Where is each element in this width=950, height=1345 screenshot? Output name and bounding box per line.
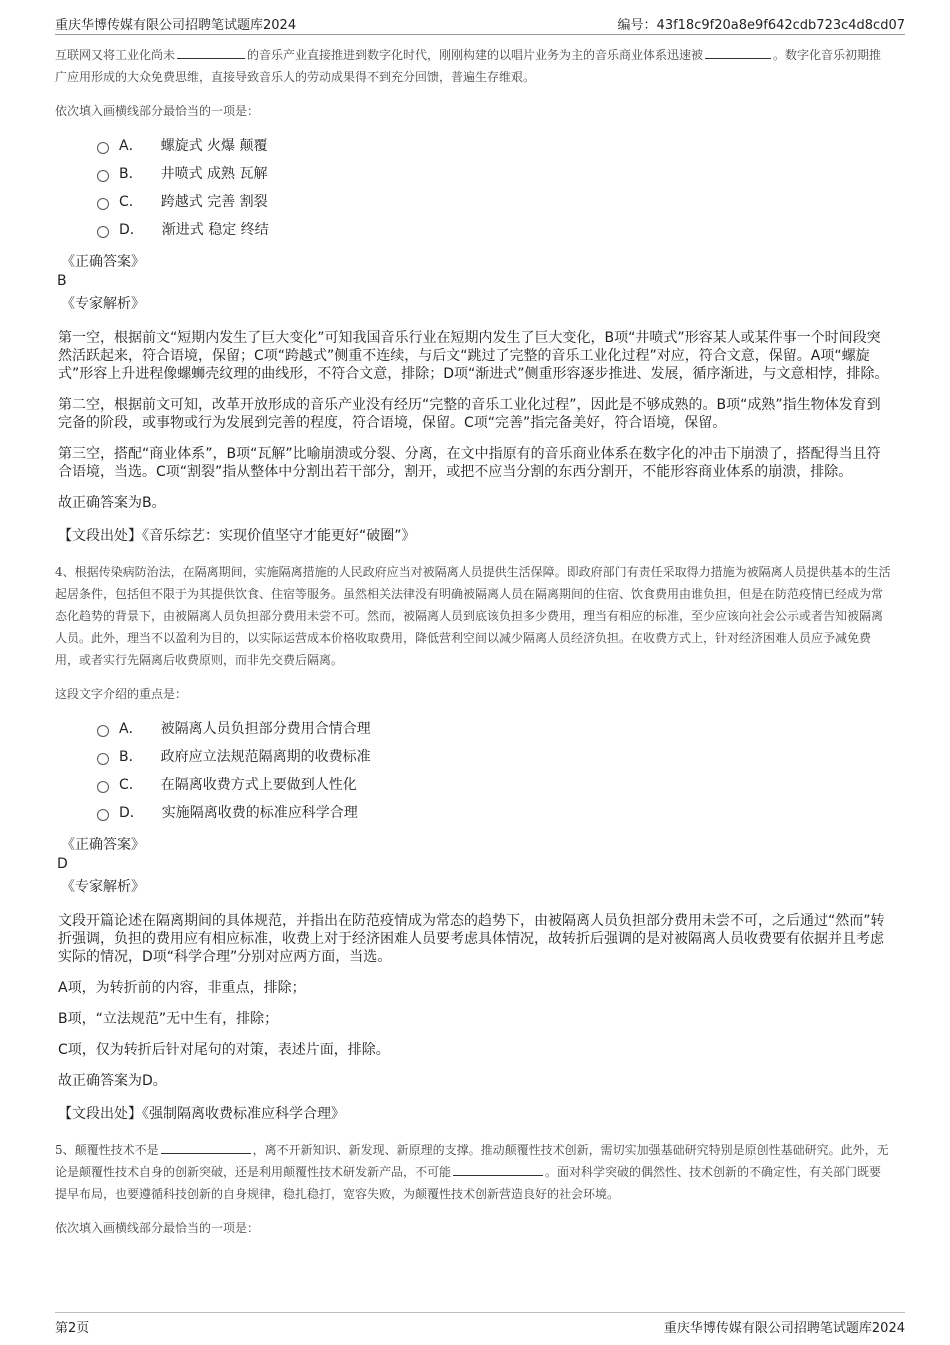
option-d[interactable]: D． 实施隔离收费的标准应科学合理 — [97, 798, 893, 826]
analysis-text: 第一空，根据前文“短期内发生了巨大变化”可知我国音乐行业在短期内发生了巨大变化，B项“井喷式”形容某人或某件事一个时间段突然活跃起来，符合语境，保留；C项“跨越式”侧重不连续，与后文“跳过了完整的音乐工业化过程”对应，符合文意，保留。A项“螺旋式”形容上升进程像螺蛳壳纹理的曲线形，不符合文意，排除；D项“渐进式”侧重形容逐步推进、发展，循序渐进，与文意相悖，排除。 第二空，根据前文可知，改革开放形成的音乐产业没有经历“完整的音乐工业化过程”，因此是不够成熟的。B项“成熟”指生物体发育到完备的阶段，或事物或行为发展到完善的程度，符合语境，保留。C项“完善”指完备美好，符合语境，保留。 第三空，搭配“商业体系”，B项“瓦解”比喻崩溃或分裂、分离，在文中指原有的音乐商业体系在数字化的冲击下崩溃了，搭配得当且符合语境，当选。C项“割裂”指从整体中分割出若干部分，割开，或把不应当分割的东西分割开，不能形容商业体系的崩溃，排除。 故正确答案为B。 — [58, 330, 889, 511]
radio-icon[interactable] — [97, 753, 109, 765]
analysis-label: 《专家解析》 — [61, 879, 145, 895]
footer-title: 重庆华博传媒有限公司招聘笔试题库2024 — [663, 1321, 905, 1336]
question-4 — [55, 561, 893, 1123]
page-header — [55, 10, 905, 35]
header-serial: 编号：43f18c9f20a8e9f642cdb723c4d8cd07 — [617, 18, 905, 33]
question-4-options — [97, 714, 893, 826]
question-3-prompt: 依次填入画横线部分最恰当的一项是： — [55, 104, 260, 118]
radio-icon[interactable] — [97, 226, 109, 238]
page-content — [55, 44, 893, 1248]
answer-label: 《正确答案》 — [61, 837, 145, 853]
option-c[interactable]: C． 跨越式 完善 割裂 — [97, 187, 893, 215]
correct-answer: D — [57, 856, 68, 872]
question-3-stem: 互联网又将工业化尚未 的音乐产业直接推进到数字化时代，刚刚构建的以唱片业务为主的音乐商业体系迅速被 。数字化音乐初期推广应用形成的大众免费思维，直接导致音乐人的劳动成果得不到充分回馈，普遍生存维艰。 — [55, 48, 882, 84]
source-citation: 【文段出处】《音乐综艺：实现价值坚守才能更好“破圈”》 — [58, 528, 416, 544]
fill-blank-1 — [161, 1141, 251, 1154]
radio-icon[interactable] — [97, 781, 109, 793]
question-5-prompt: 依次填入画横线部分最恰当的一项是： — [55, 1221, 260, 1235]
question-3 — [55, 44, 893, 545]
question-5-stem: 5、颠覆性技术不是 ，离不开新知识、新发现、新原理的支撑。推动颠覆性技术创新，需切实加强基础研究特别是原创性基础研究。此外，无论是颠覆性技术自身的创新突破，还是利用颠覆性技术研发新产品，不可能 。面对科学突破的偶然性、技术创新的不确定性，有关部门既要提早布局，也要遵循科技创新的自身规律，稳扎稳打，宽容失败，为颠覆性技术创新营造良好的社会环境。 — [55, 1143, 889, 1201]
fill-blank-2 — [453, 1163, 543, 1176]
question-3-options — [97, 131, 893, 243]
page-footer — [55, 1312, 905, 1337]
answer-label: 《正确答案》 — [61, 254, 145, 270]
question-5 — [55, 1139, 893, 1236]
fill-blank-1 — [177, 46, 245, 59]
radio-icon[interactable] — [97, 725, 109, 737]
fill-blank-2 — [705, 46, 771, 59]
analysis-text: 文段开篇论述在隔离期间的具体规范，并指出在防范疫情成为常态的趋势下，由被隔离人员负担部分费用未尝不可，之后通过“然而”转折强调，负担的费用应有相应标准，收费上对于经济困难人员要考虑具体情况，故转折后强调的是对被隔离人员收费要有依据并且考虑实际的情况，D项“科学合理”分别对应两方面，当选。 A项，为转折前的内容，非重点，排除； B项，“立法规范”无中生有，排除； C项，仅为转折后针对尾句的对策，表述片面，排除。 故正确答案为D。 — [58, 913, 885, 1089]
option-b[interactable]: B． 政府应立法规范隔离期的收费标准 — [97, 742, 893, 770]
option-c[interactable]: C． 在隔离收费方式上要做到人性化 — [97, 770, 893, 798]
correct-answer: B — [57, 273, 67, 289]
radio-icon[interactable] — [97, 142, 109, 154]
option-a[interactable]: A． 螺旋式 火爆 颠覆 — [97, 131, 893, 159]
question-4-prompt: 这段文字介绍的重点是： — [55, 687, 188, 701]
option-b[interactable]: B． 井喷式 成熟 瓦解 — [97, 159, 893, 187]
radio-icon[interactable] — [97, 809, 109, 821]
option-a[interactable]: A． 被隔离人员负担部分费用合情合理 — [97, 714, 893, 742]
header-title: 重庆华博传媒有限公司招聘笔试题库2024 — [55, 18, 297, 33]
question-4-stem: 4、根据传染病防治法，在隔离期间，实施隔离措施的人民政府应当对被隔离人员提供生活保障。即政府部门有责任采取得力措施为被隔离人员提供基本的生活起居条件，包括但不限于为其提供饮食、住宿等服务。虽然相关法律没有明确被隔离人员在隔离期间的住宿、饮食费用由谁负担，但是在防范疫情已经成为常态化趋势的背景下，由被隔离人员负担部分费用未尝不可。然而，被隔离人员到底该负担多少费用，理当有相应的标准，至少应该向社会公示或者告知被隔离人员。此外，理当不以盈利为目的，以实际运营成本价格收取费用，降低营利空间以减少隔离人员经济负担。在收费方式上，针对经济困难人员应予减免费用，或者实行先隔离后收费原则，而非先交费后隔离。 — [55, 565, 891, 667]
option-d[interactable]: D． 渐进式 稳定 终结 — [97, 215, 893, 243]
radio-icon[interactable] — [97, 198, 109, 210]
page-number: 第2页 — [55, 1321, 90, 1336]
source-citation: 【文段出处】《强制隔离收费标准应科学合理》 — [58, 1106, 345, 1122]
radio-icon[interactable] — [97, 170, 109, 182]
analysis-label: 《专家解析》 — [61, 296, 145, 312]
